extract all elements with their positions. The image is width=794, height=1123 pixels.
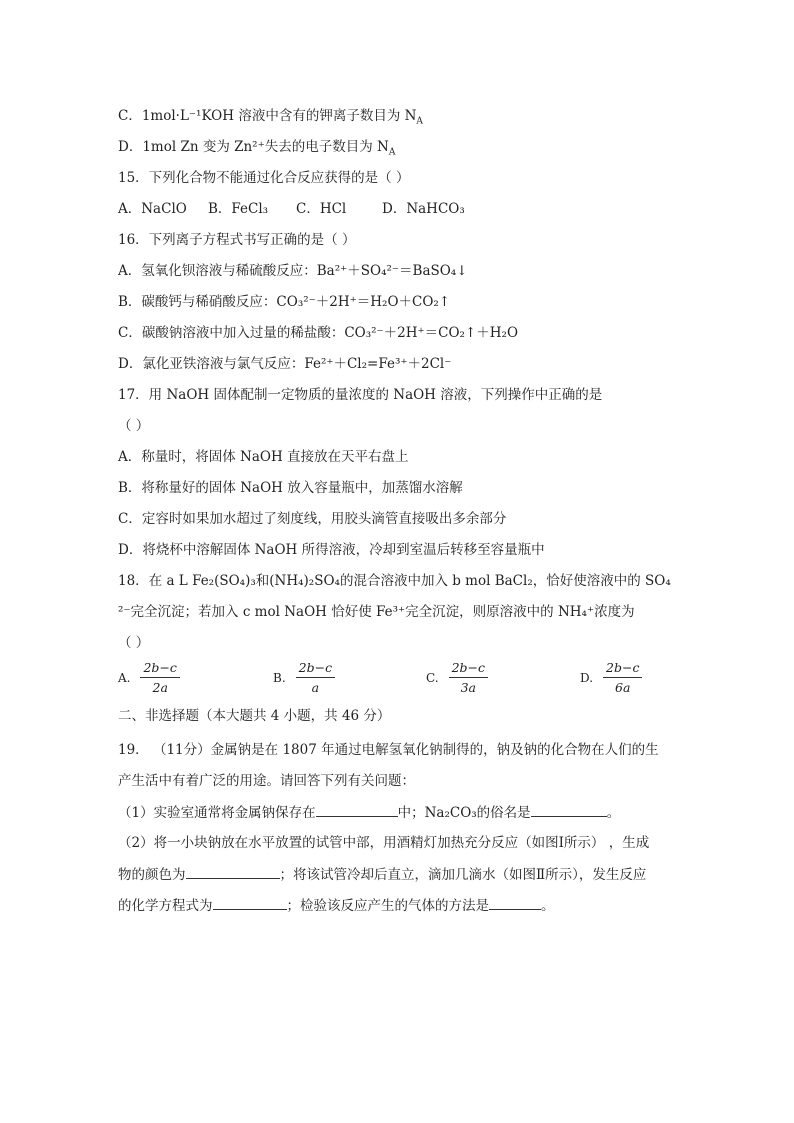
q15-option-d: D．NaHCO₃ (382, 201, 465, 217)
q18-option-b-fraction (296, 660, 335, 695)
q14-option-c (118, 106, 682, 132)
q19-part1-text-a: （1）实验室通常将金属钠保存在 (118, 805, 316, 821)
q19-part2-blank-2 (213, 895, 287, 910)
q14-option-d-text: D．1mol Zn 变为 Zn²⁺失去的电子数目为 N (118, 139, 389, 155)
q18-option-a-den: 2a (152, 680, 168, 695)
q14-option-d-sub: A (388, 147, 396, 158)
q15-option-c: C．HCl (296, 201, 347, 217)
q18-option-b-num: 2b−c (296, 660, 335, 678)
q14-option-c-text: C．1mol·L⁻¹KOH 溶液中含有的钾离子数目为 N (118, 108, 417, 124)
q15-option-b: B．FeCl₃ (208, 201, 269, 217)
q17-option-c: C．定容时如果加水超过了刻度线，用胶头滴管直接吸出多余部分 (118, 511, 507, 527)
q14-option-c-sub: A (416, 116, 423, 127)
q18-option-d (580, 660, 642, 695)
q19-part2-line1: （2）将一小块钠放在水平放置的试管中部，用酒精灯加热充分反应（如图Ⅰ所示） ，生成 (118, 835, 650, 851)
q19-part2-text-e: ；检验该反应产生的气体的方法是 (286, 898, 489, 914)
q14-option-d (118, 137, 682, 163)
q17-option-a: A．称量时，将固体 NaOH 直接放在天平右盘上 (118, 449, 409, 465)
q18-option-c-fraction (449, 660, 488, 695)
q19-part1 (118, 802, 682, 823)
q15-options (118, 199, 682, 219)
q17-stem-line1: 17．用 NaOH 固体配制一定物质的量浓度的 NaOH 溶液，下列操作中正确的是 (118, 387, 603, 403)
q18-option-c-num: 2b−c (449, 660, 488, 678)
q18-option-c-label: C. (426, 670, 439, 685)
q18-option-a (118, 660, 180, 695)
q16-option-d: D．氯化亚铁溶液与氯气反应：Fe²⁺＋Cl₂=Fe³⁺＋2Cl⁻ (118, 356, 452, 372)
q18-option-d-den: 6a (615, 680, 631, 695)
q19-part2-text-b: 物的颜色为 (118, 867, 186, 883)
q16-option-b: B．碳酸钙与稀硝酸反应：CO₃²⁻＋2H⁺＝H₂O＋CO₂↑ (118, 294, 451, 310)
q19-part2-text-d: 的化学方程式为 (118, 898, 213, 914)
q15-stem: 15．下列化合物不能通过化合反应获得的是（ ） (118, 170, 410, 186)
q18-option-b (273, 660, 335, 695)
section-2-title: 二、非选择题（本大题共 4 小题，共 46 分） (118, 708, 391, 724)
q18-option-c-den: 3a (460, 680, 476, 695)
q18-option-d-fraction (603, 660, 642, 695)
q16-option-c: C．碳酸钠溶液中加入过量的稀盐酸：CO₃²⁻＋2H⁺＝CO₂↑＋H₂O (118, 325, 519, 341)
q18-options (118, 660, 658, 696)
q18-option-c (426, 660, 488, 695)
q19-part1-text-b: 中；Na₂CO₃的俗名是 (397, 805, 531, 821)
q18-stem-line1: 18．在 a L Fe₂(SO₄)₃和(NH₄)₂SO₄的混合溶液中加入 b mol BaCl₂，恰好使溶液中的 SO₄ (118, 573, 671, 589)
q15-option-a: A．NaClO (118, 201, 187, 217)
q18-stem-line2: ²⁻完全沉淀；若加入 c mol NaOH 恰好使 Fe³⁺完全沉淀，则原溶液中的 NH₄⁺浓度为 (118, 604, 635, 620)
q19-part2-text-f: 。 (541, 898, 555, 914)
q18-option-b-den: a (311, 680, 320, 695)
q16-option-a: A．氢氧化钡溶液与稀硫酸反应：Ba²⁺＋SO₄²⁻＝BaSO₄↓ (118, 263, 468, 279)
q18-option-a-label: A. (118, 670, 131, 685)
q18-option-d-label: D. (580, 670, 594, 685)
q17-option-d: D．将烧杯中溶解固体 NaOH 所得溶液，冷却到室温后转移至容量瓶中 (118, 542, 545, 558)
q17-stem-line2: （ ） (118, 418, 150, 434)
q19-part2-blank-3 (489, 895, 541, 910)
q19-part2-line2 (118, 864, 682, 885)
q18-option-a-fraction (140, 660, 179, 695)
q19-part1-blank-2 (531, 802, 607, 817)
q16-stem: 16．下列离子方程式书写正确的是（ ） (118, 232, 356, 248)
q19-part1-text-c: 。 (606, 805, 621, 821)
q18-stem-line3: （ ） (118, 635, 150, 651)
q19-stem-line2: 产生活中有着广泛的用途。请回答下列有关问题： (118, 773, 415, 789)
q19-part2-blank-1 (186, 864, 280, 879)
q19-part1-blank-1 (316, 802, 398, 817)
q18-option-d-num: 2b−c (603, 660, 642, 678)
q19-stem-line1: 19． （11分）金属钠是在 1807 年通过电解氢氧化钠制得的，钠及钠的化合物在人们的生 (118, 742, 659, 758)
q19-part2-text-c: ；将该试管冷却后直立，滴加几滴水（如图Ⅱ所示），发生反应 (279, 867, 647, 883)
q18-option-b-label: B. (273, 670, 286, 685)
q18-option-a-num: 2b−c (140, 660, 179, 678)
q17-option-b: B．将称量好的固体 NaOH 放入容量瓶中，加蒸馏水溶解 (118, 480, 463, 496)
q19-part2-line3 (118, 895, 682, 916)
